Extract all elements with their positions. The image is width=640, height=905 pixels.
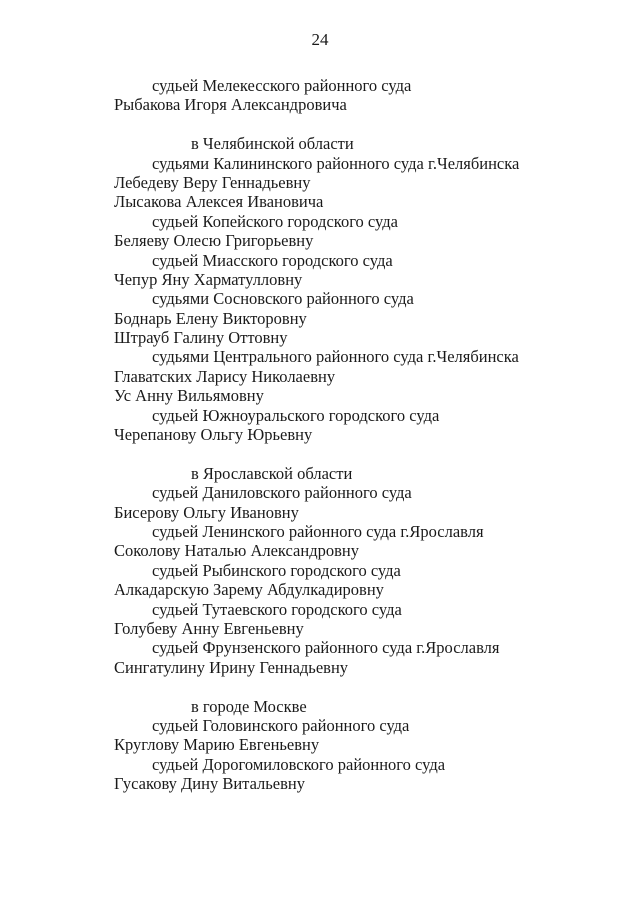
court-line: судьей Даниловского районного суда — [152, 483, 412, 503]
judge-name: Голубеву Анну Евгеньевну — [114, 618, 304, 638]
judge-name: Сингатулину Ирину Геннадьевну — [114, 657, 349, 677]
appointment-list — [114, 76, 610, 793]
judge-name: Гусакову Дину Витальевну — [114, 774, 305, 794]
court-line: судьей Ленинского районного суда г.Ярославля — [152, 521, 484, 541]
judge-name: Черепанову Ольгу Юрьевну — [114, 425, 313, 445]
section-gap — [114, 115, 610, 134]
region-heading: в городе Москве — [191, 696, 307, 716]
judge-name: Рыбакова Игоря Александровича — [114, 95, 347, 115]
judge-name: Боднарь Елену Викторовну — [114, 308, 307, 328]
court-line: судьями Центрального районного суда г.Челябинска — [152, 347, 519, 367]
court-line: судьей Миасского городского суда — [152, 250, 393, 270]
region-heading: в Челябинской области — [191, 134, 354, 154]
judge-name: Ус Анну Вильямовну — [114, 386, 264, 406]
section-gap — [114, 677, 610, 696]
court-line: судьями Сосновского районного суда — [152, 289, 414, 309]
page-number: 24 — [311, 30, 329, 49]
judge-name: Лебедеву Веру Геннадьевну — [114, 172, 311, 192]
judge-name: Лысакова Алексея Ивановича — [114, 192, 324, 212]
court-line: судьей Дорогомиловского районного суда — [152, 754, 446, 774]
judge-name: Соколову Наталью Александровну — [114, 541, 359, 561]
section-gap — [114, 444, 610, 463]
court-line: судьей Тутаевского городского суда — [152, 599, 402, 619]
court-line: судьей Южноуральского городского суда — [152, 405, 440, 425]
judge-name: Штрауб Галину Оттовну — [114, 328, 288, 348]
court-line: судьями Калининского районного суда г.Челябинска — [152, 153, 520, 173]
court-line: судьей Копейского городского суда — [152, 211, 398, 231]
court-line: судьей Мелекесского районного суда — [152, 76, 412, 95]
judge-name: Главатских Ларису Николаевну — [114, 366, 336, 386]
judge-name: Бисерову Ольгу Ивановну — [114, 502, 299, 522]
judge-name: Чепур Яну Харматулловну — [114, 269, 303, 289]
court-line: судьей Головинского районного суда — [152, 715, 410, 735]
court-line: судьей Рыбинского городского суда — [152, 560, 401, 580]
judge-name: Круглову Марию Евгеньевну — [114, 735, 320, 755]
judge-name: Алкадарскую Зарему Абдулкадировну — [114, 580, 384, 600]
region-heading: в Ярославской области — [191, 463, 353, 483]
judge-name: Беляеву Олесю Григорьевну — [114, 231, 314, 251]
court-line: судьей Фрунзенского районного суда г.Ярославля — [152, 638, 500, 658]
